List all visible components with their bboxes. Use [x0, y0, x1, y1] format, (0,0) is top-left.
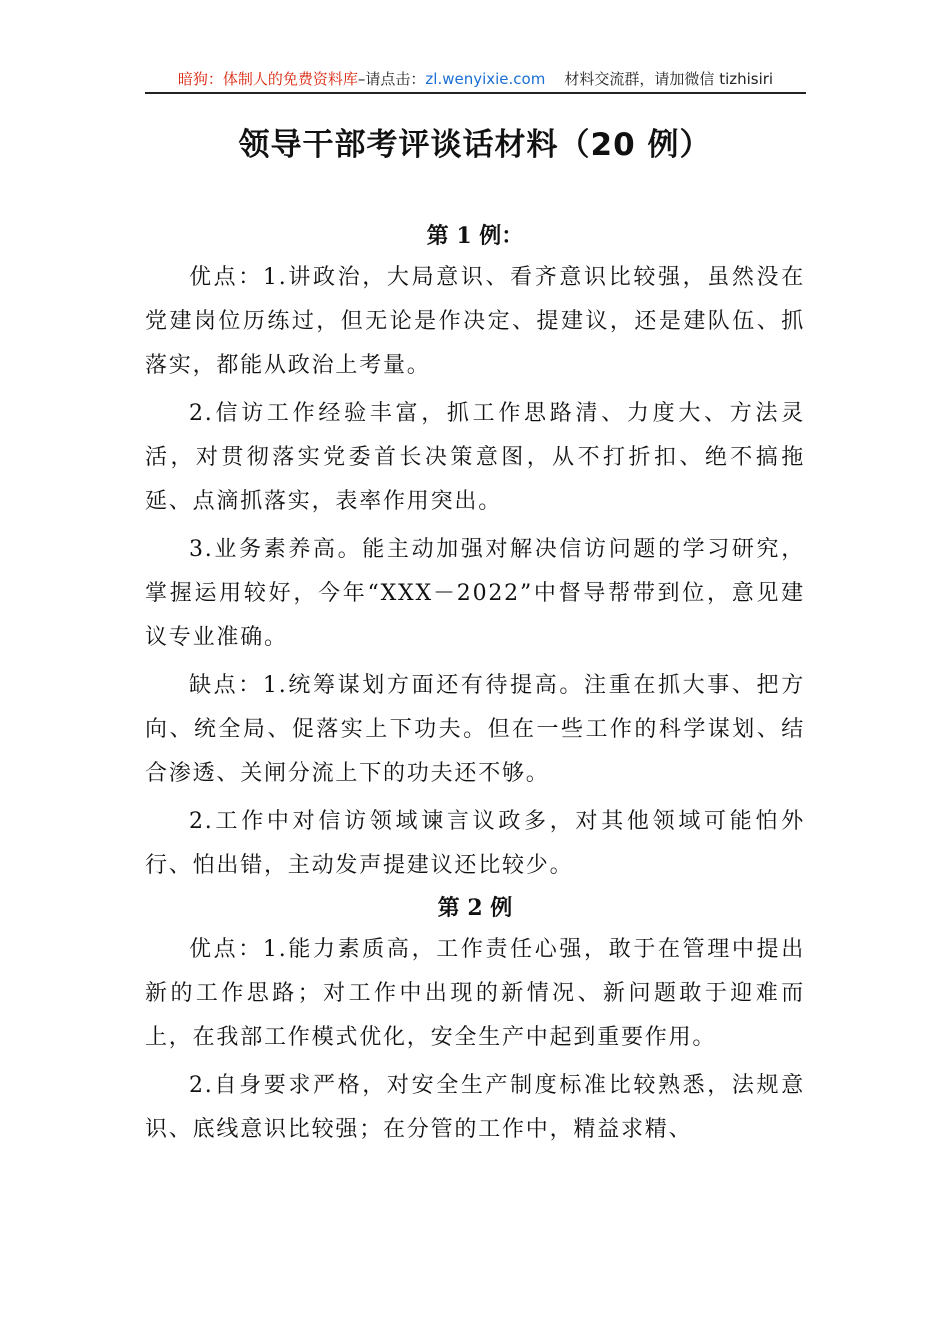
paragraph: 3.业务素养高。能主动加强对解决信访问题的学习研究，掌握运用较好，今年“XXX－2022”中督导帮带到位，意见建议专业准确。	[145, 537, 805, 650]
paragraph: 2.工作中对信访领域谏言议政多，对其他领域可能怕外行、怕出错，主动发声提建议还比较少。	[145, 809, 805, 878]
header-prompt: –请点击：	[357, 70, 426, 88]
document-body	[145, 216, 805, 1152]
paragraph: 优点：1.讲政治，大局意识、看齐意识比较强，虽然没在党建岗位历练过，但无论是作决定、提建议，还是建队伍、抓落实，都能从政治上考量。	[145, 265, 805, 378]
case-heading: 第 2 例	[437, 895, 513, 921]
case-section-2	[145, 888, 805, 1152]
page-header	[145, 66, 806, 94]
case-heading: 第 1 例：	[426, 223, 524, 249]
paragraph: 缺点：1.统筹谋划方面还有待提高。注重在抓大事、把方向、统全局、促落实上下功夫。但在一些工作的科学谋划、结合渗透、关闸分流上下的功夫还不够。	[145, 673, 805, 786]
document-title: 领导干部考评谈话材料（20 例）	[238, 127, 712, 163]
header-contact: 材料交流群，请加微信 tizhisiri	[564, 70, 774, 88]
header-brand: 暗狗：体制人的免费资料库	[177, 70, 358, 88]
header-url-link[interactable]: zl.wenyixie.com	[425, 70, 546, 88]
case-section-1	[145, 216, 805, 888]
paragraph: 优点：1.能力素质高，工作责任心强，敢于在管理中提出新的工作思路；对工作中出现的新情况、新问题敢于迎难而上，在我部工作模式优化，安全生产中起到重要作用。	[145, 937, 805, 1050]
paragraph: 2.信访工作经验丰富，抓工作思路清、力度大、方法灵活，对贯彻落实党委首长决策意图，从不打折扣、绝不搞拖延、点滴抓落实，表率作用突出。	[145, 401, 805, 514]
paragraph: 2.自身要求严格，对安全生产制度标准比较熟悉，法规意识、底线意识比较强；在分管的工作中，精益求精、	[145, 1073, 805, 1142]
